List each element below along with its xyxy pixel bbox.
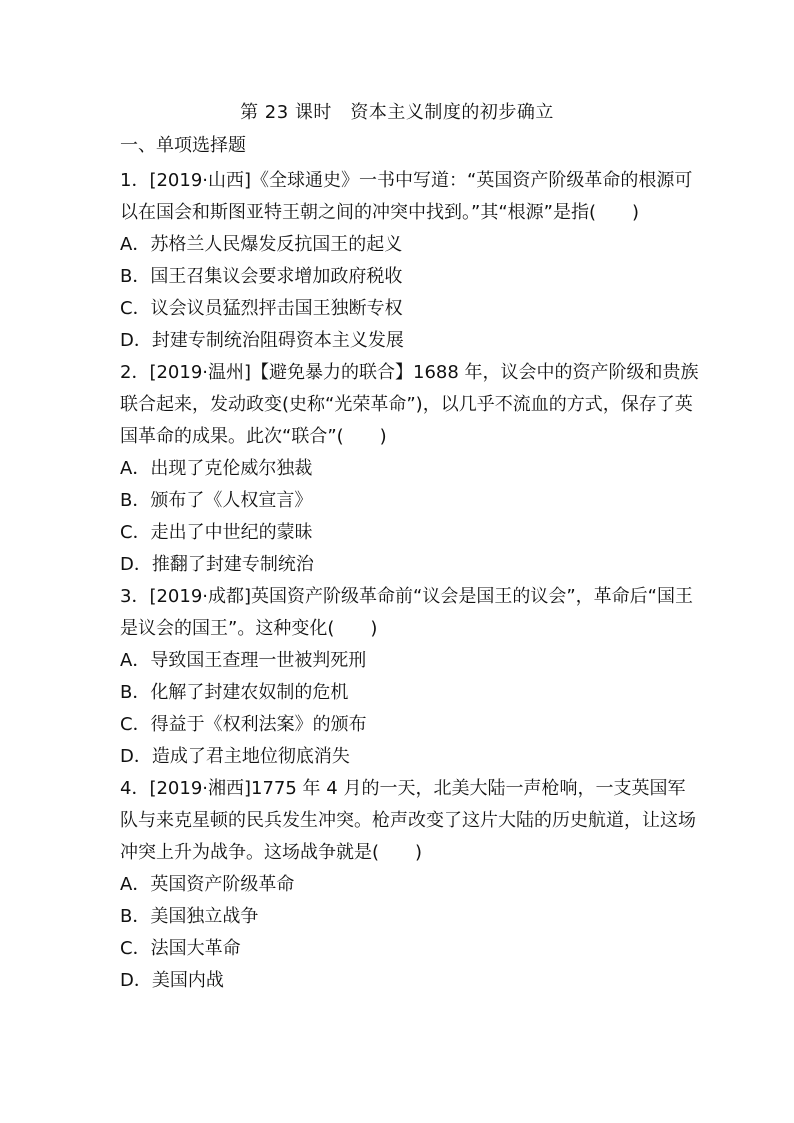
question-3-option-c: C．得益于《权利法案》的颁布 [120, 714, 367, 735]
question-4-stem: 4．[2019·湘西]1775 年 4 月的一天，北美大陆一声枪响，一支英国军队与来克星顿的民兵发生冲突。枪声改变了这片大陆的历史航道，让这场冲突上升为战争。这场战争就是( ) [120, 778, 696, 863]
page-title: 第 23 课时 资本主义制度的初步确立 [240, 102, 554, 123]
question-1 [120, 165, 700, 357]
question-4-option-c: C．法国大革命 [120, 938, 241, 959]
question-3-option-d: D．造成了君主地位彻底消失 [120, 746, 350, 767]
question-1-option-d: D．封建专制统治阻碍资本主义发展 [120, 330, 404, 351]
question-4-option-b: B．美国独立战争 [120, 906, 259, 927]
question-2 [120, 357, 700, 581]
question-list [120, 165, 700, 997]
question-1-option-b: B．国王召集议会要求增加政府税收 [120, 266, 403, 287]
question-2-option-b: B．颁布了《人权宣言》 [120, 490, 313, 511]
question-2-option-a: A．出现了克伦威尔独裁 [120, 458, 313, 479]
question-3-option-a: A．导致国王查理一世被判死刑 [120, 650, 367, 671]
question-4-option-d: D．美国内战 [120, 970, 224, 991]
question-4 [120, 773, 700, 997]
section-heading: 一、单项选择题 [120, 135, 246, 156]
question-2-stem: 2．[2019·温州]【避免暴力的联合】1688 年，议会中的资产阶级和贵族联合起来，发动政变(史称“光荣革命”)，以几乎不流血的方式，保存了英国革命的成果。此次“联合”( ) [120, 362, 699, 447]
question-1-option-c: C．议会议员猛烈抨击国王独断专权 [120, 298, 403, 319]
question-1-option-a: A．苏格兰人民爆发反抗国王的起义 [120, 234, 403, 255]
question-1-stem: 1．[2019·山西]《全球通史》一书中写道：“英国资产阶级革命的根源可以在国会和斯图亚特王朝之间的冲突中找到。”其“根源”是指( ) [120, 170, 693, 223]
question-2-option-d: D．推翻了封建专制统治 [120, 554, 314, 575]
question-3 [120, 581, 700, 773]
question-4-option-a: A．英国资产阶级革命 [120, 874, 295, 895]
question-3-option-b: B．化解了封建农奴制的危机 [120, 682, 349, 703]
question-2-option-c: C．走出了中世纪的蒙昧 [120, 522, 313, 543]
question-3-stem: 3．[2019·成都]英国资产阶级革命前“议会是国王的议会”，革命后“国王是议会的国王”。这种变化( ) [120, 586, 694, 639]
